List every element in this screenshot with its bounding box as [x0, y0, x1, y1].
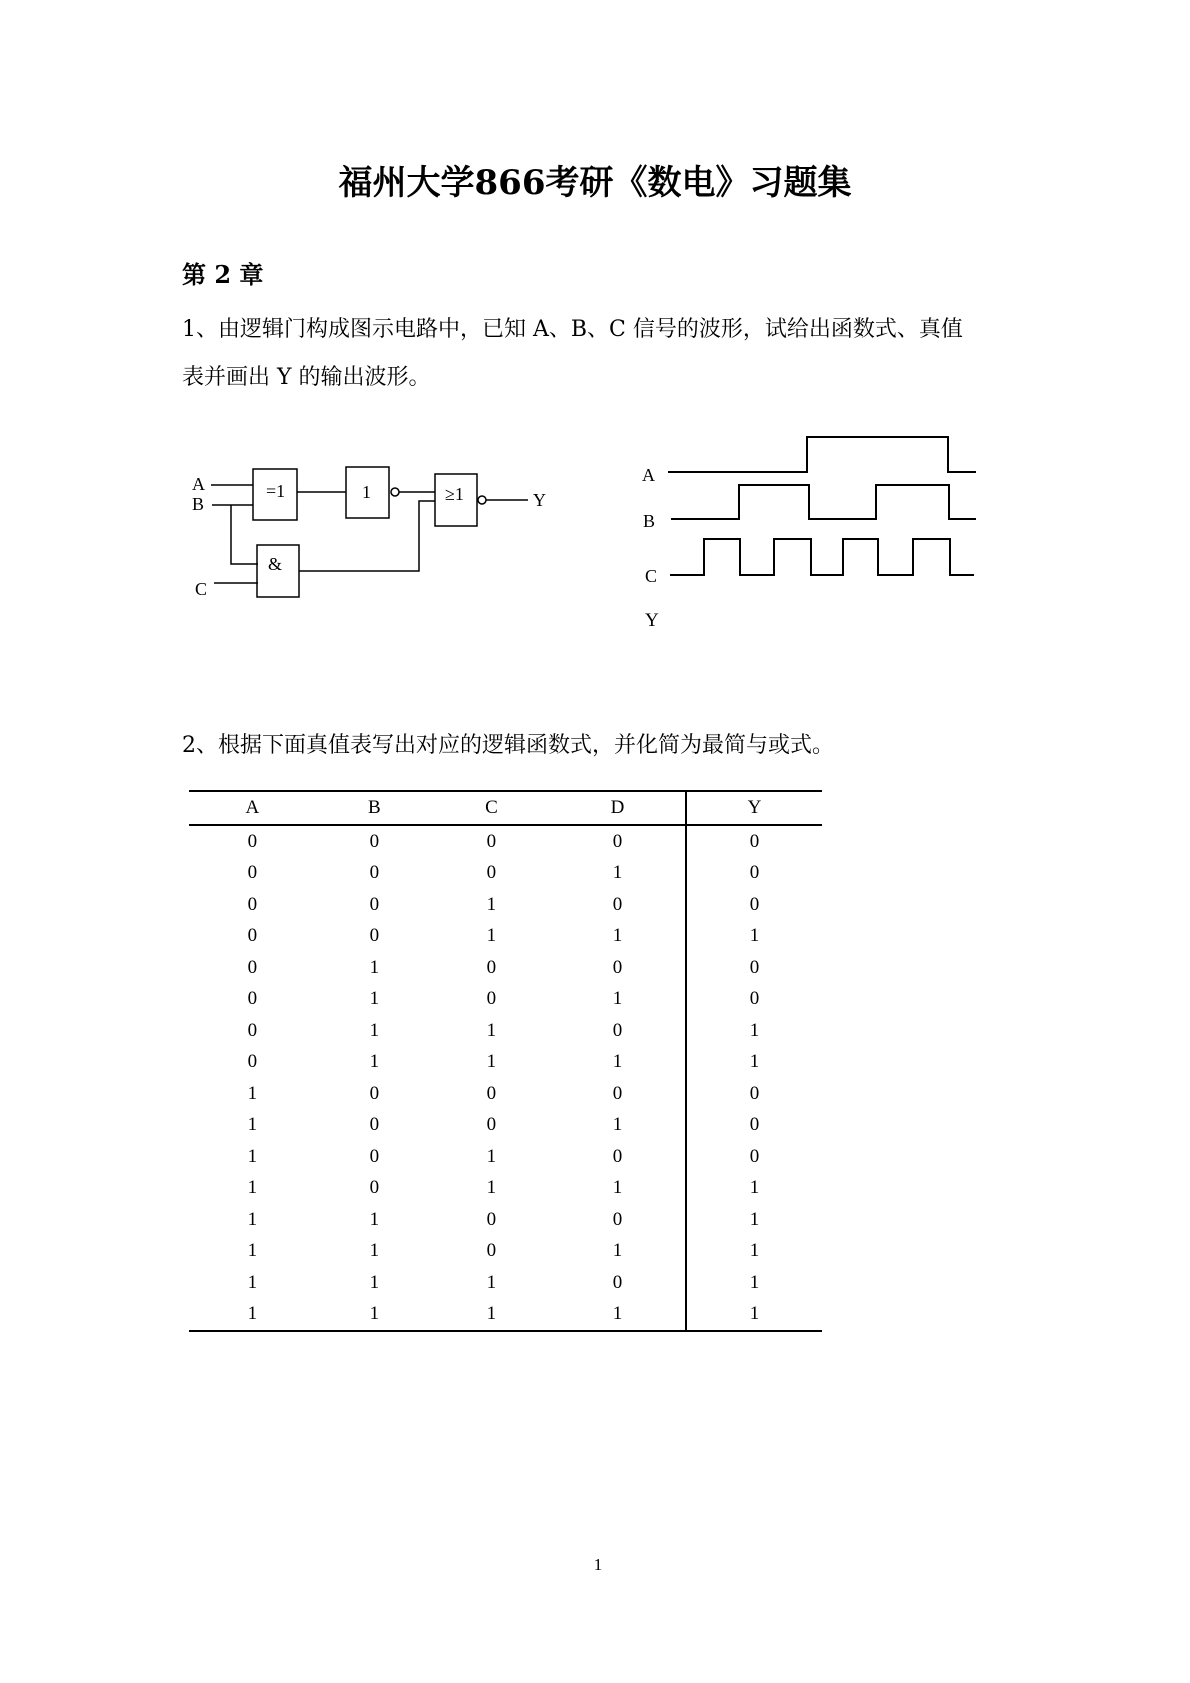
table-cell: 1 [612, 1114, 623, 1136]
table-cell: 0 [686, 889, 822, 921]
table-cell: 1 [247, 1208, 258, 1230]
table-cell: 1 [686, 1204, 822, 1236]
table-cell: 1 [686, 1236, 822, 1268]
table-row [189, 1267, 822, 1299]
table-row [189, 1204, 822, 1236]
header-a: A [189, 791, 316, 825]
header-y: Y [686, 791, 822, 825]
table-cell: 0 [486, 1114, 497, 1136]
table-cell: 1 [247, 1177, 258, 1199]
table-cell: 1 [612, 1051, 623, 1073]
waveform-diagram [642, 437, 976, 631]
table-cell: 1 [612, 862, 623, 884]
and-gate-label: & [268, 554, 283, 574]
table-cell: 1 [612, 988, 623, 1010]
question-2-text: 2、根据下面真值表写出对应的逻辑函数式，并化简为最简与或式。 [182, 733, 834, 758]
table-cell: 1 [369, 1019, 380, 1041]
table-cell: 1 [486, 1051, 497, 1073]
output-y-label: Y [533, 490, 546, 510]
table-cell: 0 [612, 830, 623, 852]
wire-and-out [299, 501, 435, 571]
table-row [189, 1141, 822, 1173]
table-cell: 1 [686, 1173, 822, 1205]
table-cell: 0 [486, 862, 497, 884]
table-cell: 0 [486, 1082, 497, 1104]
table-cell: 1 [247, 1240, 258, 1262]
table-cell: 0 [486, 1240, 497, 1262]
table-cell: 0 [247, 988, 258, 1010]
table-row [189, 1110, 822, 1142]
waveform-a [668, 437, 976, 472]
table-row [189, 858, 822, 890]
inversion-bubble [478, 496, 486, 504]
waveform-a-label: A [642, 465, 655, 485]
table-row [189, 984, 822, 1016]
table-cell: 0 [247, 925, 258, 947]
table-cell: 0 [369, 830, 380, 852]
table-cell: 1 [686, 1047, 822, 1079]
table-cell: 1 [369, 1240, 380, 1262]
table-row [189, 1299, 822, 1332]
table-cell: 0 [486, 1208, 497, 1230]
table-cell: 1 [686, 1299, 822, 1332]
table-row [189, 1015, 822, 1047]
logic-circuit-diagram [0, 0, 1190, 700]
table-cell: 0 [612, 1019, 623, 1041]
waveform-c-label: C [645, 566, 658, 586]
table-cell: 1 [486, 1145, 497, 1167]
header-d: D [550, 791, 686, 825]
table-cell: 1 [369, 1303, 380, 1325]
table-cell: 0 [612, 1208, 623, 1230]
circuit [192, 467, 546, 599]
table-cell: 0 [247, 1019, 258, 1041]
table-cell: 1 [612, 1303, 623, 1325]
table-cell: 1 [486, 1303, 497, 1325]
table-cell: 0 [486, 830, 497, 852]
table-cell: 0 [369, 893, 380, 915]
page-title: 福州大学866考研《数电》习题集 [338, 163, 852, 203]
table-cell: 0 [369, 1082, 380, 1104]
wire-b-to-and [231, 505, 258, 564]
table-cell: 1 [686, 1015, 822, 1047]
table-row [189, 889, 822, 921]
nor-gate-label: ≥1 [445, 484, 464, 504]
table-cell: 0 [247, 956, 258, 978]
table-cell: 1 [686, 1267, 822, 1299]
table-cell: 0 [369, 1145, 380, 1167]
table-cell: 1 [486, 1019, 497, 1041]
table-row [189, 1236, 822, 1268]
table-cell: 0 [686, 952, 822, 984]
table-cell: 0 [369, 862, 380, 884]
table-row [189, 1173, 822, 1205]
table-cell: 1 [247, 1145, 258, 1167]
table-cell: 1 [247, 1271, 258, 1293]
table-cell: 1 [486, 925, 497, 947]
input-c-label: C [195, 579, 208, 599]
table-cell: 0 [486, 956, 497, 978]
table-cell: 1 [247, 1114, 258, 1136]
table-cell: 0 [247, 830, 258, 852]
waveform-y-label: Y [645, 610, 659, 631]
table-cell: 0 [247, 862, 258, 884]
table-row [189, 1078, 822, 1110]
table-cell: 1 [369, 988, 380, 1010]
table-cell: 0 [247, 893, 258, 915]
table-cell: 0 [686, 825, 822, 858]
table-cell: 0 [247, 1051, 258, 1073]
table-cell: 0 [612, 1145, 623, 1167]
question-1-line-1: 1、由逻辑门构成图示电路中，已知 A、B、C 信号的波形，试给出函数式、真值 [182, 317, 963, 342]
table-cell: 1 [369, 1051, 380, 1073]
table-cell: 1 [247, 1303, 258, 1325]
table-cell: 1 [369, 1271, 380, 1293]
table-cell: 1 [369, 956, 380, 978]
input-a-label: A [192, 474, 205, 494]
table-cell: 1 [486, 1177, 497, 1199]
table-cell: 0 [686, 984, 822, 1016]
table-row [189, 921, 822, 953]
not-gate-label: 1 [362, 482, 371, 502]
page-number: 1 [593, 1555, 603, 1574]
table-cell: 1 [686, 921, 822, 953]
table-cell: 0 [686, 858, 822, 890]
table-cell: 0 [612, 1271, 623, 1293]
waveform-b-label: B [643, 511, 656, 531]
table-cell: 1 [369, 1208, 380, 1230]
table-cell: 0 [612, 1082, 623, 1104]
table-header-row [189, 791, 822, 825]
question-1-line-2: 表并画出 Y 的输出波形。 [182, 365, 431, 390]
table-row [189, 825, 822, 858]
table-cell: 0 [686, 1078, 822, 1110]
table-cell: 0 [686, 1110, 822, 1142]
xor-gate-label: =1 [266, 481, 286, 501]
table-cell: 1 [612, 1240, 623, 1262]
header-c: C [433, 791, 550, 825]
waveform-c [670, 539, 974, 575]
table-cell: 0 [612, 956, 623, 978]
table-cell: 1 [612, 1177, 623, 1199]
table-cell: 1 [247, 1082, 258, 1104]
table-cell: 0 [612, 893, 623, 915]
table-cell: 0 [369, 925, 380, 947]
input-b-label: B [192, 494, 205, 514]
table-cell: 0 [369, 1177, 380, 1199]
inversion-bubble [391, 488, 399, 496]
table-cell: 0 [369, 1114, 380, 1136]
header-b: B [316, 791, 433, 825]
table-cell: 1 [486, 1271, 497, 1293]
table-row [189, 1047, 822, 1079]
waveform-b [671, 485, 976, 519]
table-cell: 0 [686, 1141, 822, 1173]
table-row [189, 952, 822, 984]
table-cell: 1 [486, 893, 497, 915]
chapter-heading: 第 2 章 [182, 260, 264, 289]
table-cell: 1 [612, 925, 623, 947]
table-cell: 0 [486, 988, 497, 1010]
truth-table [189, 790, 822, 1332]
